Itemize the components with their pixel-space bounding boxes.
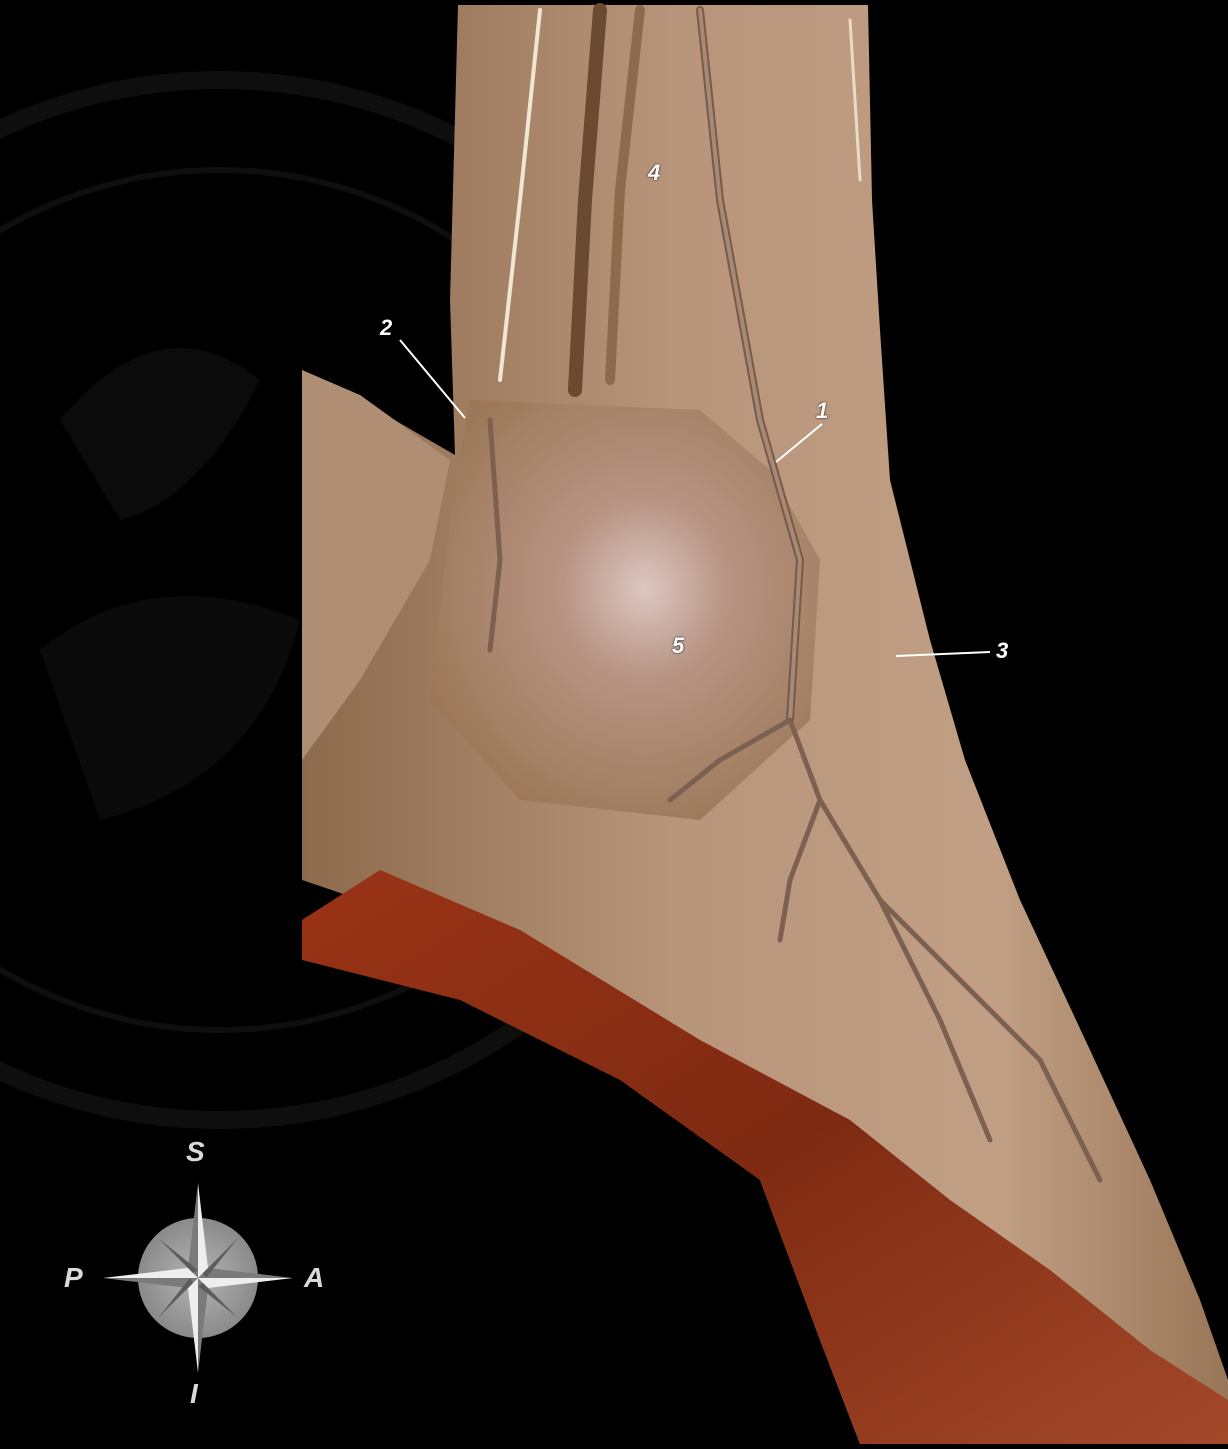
label-3: 3: [996, 638, 1009, 663]
label-5: 5: [672, 633, 685, 658]
compass-rose: [103, 1183, 293, 1373]
label-2: 2: [380, 315, 393, 340]
compass-superior-label: S: [186, 1136, 205, 1167]
label-4: 4: [648, 160, 661, 185]
label-1: 1: [816, 398, 829, 423]
compass-inferior-label: I: [190, 1378, 198, 1409]
compass-posterior-label: P: [64, 1262, 83, 1293]
compass-anterior-label: A: [304, 1262, 325, 1293]
ankle-fascia: [430, 400, 820, 820]
